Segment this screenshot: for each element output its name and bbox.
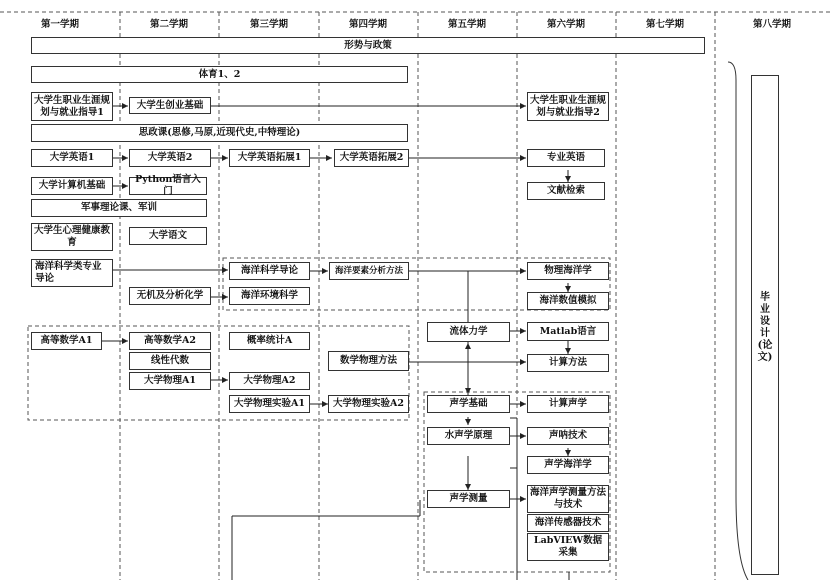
course-shengxue-celiang: 声学测量 [427, 490, 510, 508]
course-wuli2: 大学物理A2 [229, 372, 310, 390]
course-xingshi: 形势与政策 [31, 37, 705, 54]
course-wuli1: 大学物理A1 [129, 372, 211, 390]
course-haiyang-daolun: 海洋科学导论 [229, 262, 310, 280]
course-zhiye2: 大学生职业生涯规划与就业指导2 [527, 92, 609, 121]
course-zhiye1: 大学生职业生涯规划与就业指导1 [31, 92, 113, 121]
course-tuozhan2: 大学英语拓展2 [334, 149, 409, 167]
course-jisuan: 计算方法 [527, 354, 609, 372]
course-celiang-fangfa: 海洋声学测量方法与技术 [527, 485, 609, 513]
course-shuisheng: 水声学原理 [427, 427, 510, 445]
course-labview: LabVIEW数据采集 [527, 533, 609, 561]
course-huanjing: 海洋环境科学 [229, 287, 310, 305]
semester-header-4: 第四学期 [348, 19, 387, 30]
semester-header-2: 第二学期 [149, 19, 188, 30]
course-xinli: 大学生心理健康教育 [31, 223, 113, 251]
course-shengxue: 声学基础 [427, 395, 510, 413]
course-tiyu: 体育1、2 [31, 66, 408, 83]
course-shengxue-haiyang: 声学海洋学 [527, 456, 609, 474]
course-chuanganqi: 海洋传感器技术 [527, 514, 609, 532]
semester-header-3: 第三学期 [249, 19, 288, 30]
course-gailv: 概率统计A [229, 332, 310, 350]
course-liuti: 流体力学 [427, 322, 510, 342]
course-yingyu1: 大学英语1 [31, 149, 113, 167]
brace [728, 62, 748, 580]
course-haiyang-zhuanye: 海洋科学类专业导论 [31, 259, 113, 287]
course-yuwen: 大学语文 [129, 227, 207, 245]
course-matlab: Matlab语言 [527, 322, 609, 341]
course-chuangye: 大学生创业基础 [129, 97, 211, 114]
course-wuli-haiyang: 物理海洋学 [527, 262, 609, 280]
semester-header-1: 第一学期 [40, 19, 79, 30]
graduation-project-label: 毕业设计(论文) [757, 292, 773, 363]
semester-header-8: 第八学期 [752, 19, 791, 30]
course-zhuanye-yingyu: 专业英语 [527, 149, 605, 167]
semester-header-6: 第六学期 [546, 19, 585, 30]
course-yaosu: 海洋要素分析方法 [329, 262, 409, 280]
connectors [232, 271, 569, 580]
course-jisuanji: 大学计算机基础 [31, 177, 113, 195]
course-wuji: 无机及分析化学 [129, 287, 211, 305]
course-shiyan1: 大学物理实验A1 [229, 395, 310, 413]
course-python: Python语言入门 [129, 177, 207, 195]
semester-dividers [0, 12, 831, 580]
course-sizheng: 思政课(思修,马原,近现代史,中特理论) [31, 124, 408, 142]
course-xianxing: 线性代数 [129, 352, 211, 370]
course-gaoshu1: 高等数学A1 [31, 332, 102, 350]
semester-header-5: 第五学期 [447, 19, 486, 30]
course-tuozhan1: 大学英语拓展1 [229, 149, 310, 167]
course-jisuan-shengxue: 计算声学 [527, 395, 609, 413]
course-shuzhi: 海洋数值模拟 [527, 292, 609, 310]
course-shiyan2: 大学物理实验A2 [328, 395, 409, 413]
course-junshi: 军事理论课、军训 [31, 199, 207, 217]
course-shengna: 声呐技术 [527, 427, 609, 445]
semester-header-7: 第七学期 [645, 19, 684, 30]
course-wenxian: 文献检索 [527, 182, 605, 200]
course-yingyu2: 大学英语2 [129, 149, 211, 167]
course-gaoshu2: 高等数学A2 [129, 332, 211, 350]
course-shuxue-wuli: 数学物理方法 [328, 351, 409, 371]
